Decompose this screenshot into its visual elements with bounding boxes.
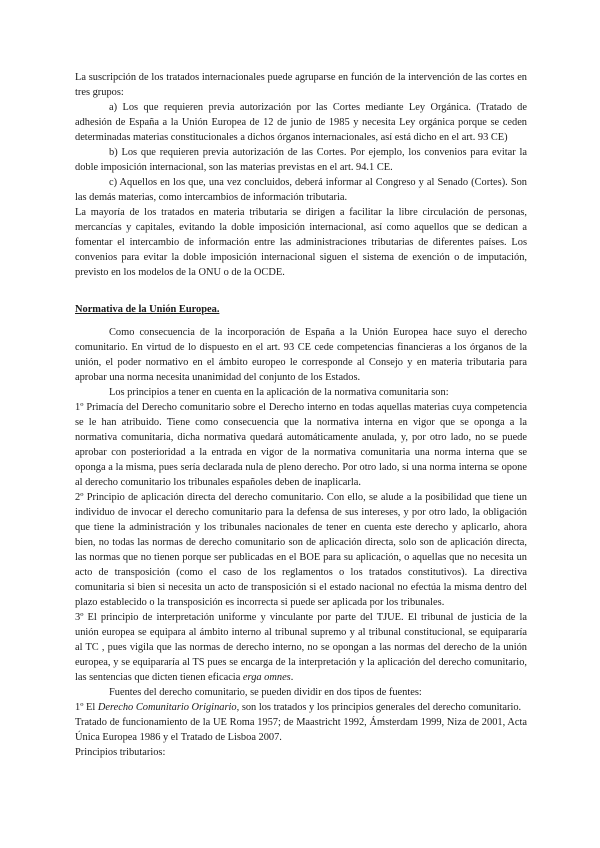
source-1-text: son los tratados y los principios generales del derecho comunitario. <box>241 702 522 713</box>
principle-3-text: 3º El principio de interpretación uniforme y vinculante por parte del TJUE. El tribunal de justicia de la unión europea se equipara al ámbito interno al tribunal supremo y al tribunal constitucional, se equipararía al TC , pues vigila que las normas de derecho interno, no se opongan a las normas del derecho de la unión europea, y se equipararía al TS pues se encarga de la interpretación y la aplicación del derecho comunitario, las sentencias que dicten tienen eficacia <box>75 612 527 683</box>
principle-3-italic: erga omnes <box>242 672 291 683</box>
principles-intro: Los principios a tener en cuenta en la aplicación de la normativa comunitaria son: <box>109 387 449 398</box>
section-gap <box>75 280 527 291</box>
source-1-prefix: 1º El <box>75 702 96 713</box>
sources-intro: Fuentes del derecho comunitario, se pueden dividir en dos tipos de fuentes: <box>109 687 422 698</box>
majority-paragraph: La mayoría de los tratados en materia tributaria se dirigen a facilitar la libre circulación de personas, mercancías y capitales, evitando la doble imposición internacional, así como aquellos que se dedican a fomentar el intercambio de información entre las administraciones tributarias de diferentes países. Los convenios para evitar la doble imposición internacional siguen el sistema de exención o de imputación, previsto en los modelos de la ONU o de la OCDE. <box>75 207 527 278</box>
item-b-paragraph: b) Los que requieren previa autorización de las Cortes. Por ejemplo, los convenios para evitar la doble imposición internacional, son las materias previstas en el art. 94.1 CE. <box>75 147 527 173</box>
item-c-paragraph: c) Aquellos en los que, una vez concluidos, deberá informar al Congreso y al Senado (Cortes). Son las demás materias, como intercambios de información tributaria. <box>75 177 527 203</box>
principle-2: 2º Principio de aplicación directa del derecho comunitario. Con ello, se alude a la posibilidad que tiene un individuo de invocar el derecho comunitario para la defensa de sus intereses, y por otro lado, la obligación que tiene la administración y los tribunales nacionales de tener en cuenta este derecho y aplicarlo, ahora bien, no todas las normas de derecho comunitario son de aplicación directa, solo son de aplicación directa, las normas que no tienen porque ser publicadas en el BOE para su aplicación, o aquellas que no necesita un acto de transposición (como el caso de los reglamentos o los tratados constitutivos). La directiva comunitaria si bien si necesita un acto de transposición si el estado nacional no efectúa la misma dentro del plazo establecido o la transposición es incorrecta si puede ser aplicada por los tribunales. <box>75 492 527 608</box>
intro-paragraph: La suscripción de los tratados internacionales puede agruparse en función de la intervención de las cortes en tres grupos: <box>75 72 527 98</box>
source-1 <box>75 700 527 715</box>
principle-3 <box>75 610 527 685</box>
principle-1: 1º Primacía del Derecho comunitario sobre el Derecho interno en todas aquellas materias cuya competencia se le han atribuido. Tiene como consecuencia que la normativa interna en vigor que se oponga a la normativa comunitaria, dicha normativa quedará automáticamente anulada, y, por otro lado, no se puede aprobar con posterioridad a la entrada en vigor de la normativa comunitaria una norma interna que se oponga a la misma, pues sería declarada nula de pleno derecho. Por otro lado, si una norma interna se opone al derecho comunitario los tribunales españoles deben de inaplicarla. <box>75 402 527 488</box>
eu-paragraph: Como consecuencia de la incorporación de España a la Unión Europea hace suyo el derecho comunitario. En virtud de lo dispuesto en el art. 93 CE cede competencias financieras a los órganos de la unión, el poder normativo en el ámbito europeo le corresponde al Consejo y en materia tributaria para aprobar una norma necesita unanimidad del conjunto de los Estados. <box>75 327 527 383</box>
document-page <box>75 70 527 760</box>
tax-principles: Principios tributarios: <box>75 747 166 758</box>
item-a-paragraph: a) Los que requieren previa autorización por las Cortes mediante Ley Orgánica. (Tratado de adhesión de España a la Unión Europea de 12 de junio de 1985 y necesita Ley orgánica porque se ceden determinadas materias constitucionales a dichos órganos internacionales, así está dicho en el art. 93 CE) <box>75 102 527 143</box>
heading-eu: Normativa de la Unión Europea. <box>75 304 220 315</box>
source-1-italic: Derecho Comunitario Originario, <box>97 702 240 713</box>
principle-3-end: . <box>290 672 294 683</box>
treaty-line: Tratado de funcionamiento de la UE Roma 1957; de Maastricht 1992, Ámsterdam 1999, Niza de 2001, Acta Única Europea 1986 y el Tratado de Lisboa 2007. <box>75 717 527 743</box>
